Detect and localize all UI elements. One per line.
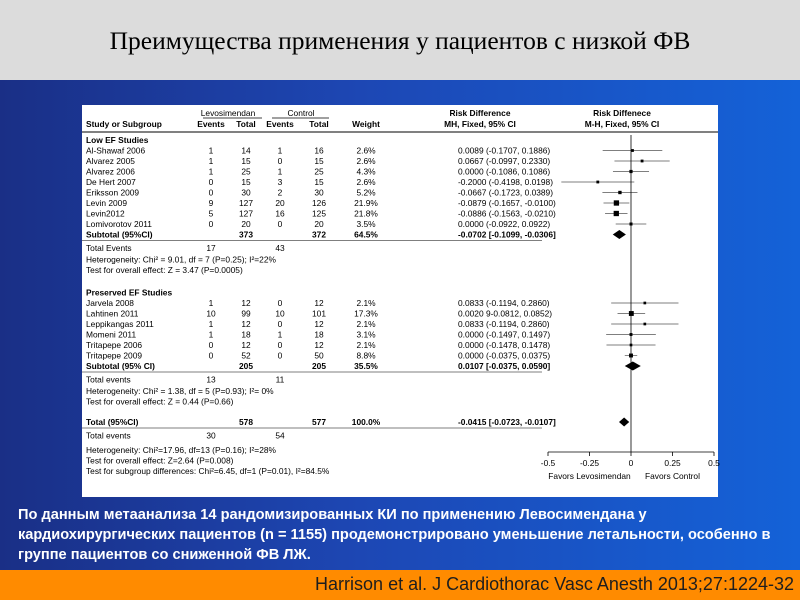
study-events-1: 0 (208, 219, 214, 229)
study-ci: 0.0020 9-0.0812, 0.0852) (458, 308, 553, 319)
study-events-1: 1 (208, 145, 214, 156)
total-total-1: 578 (239, 417, 253, 427)
study-events-1: 1 (208, 319, 214, 329)
subtotal-label: Subtotal (95%CI) (86, 229, 153, 240)
subtotal-total-1: 373 (239, 229, 253, 240)
total-weight: 100.0% (351, 417, 381, 427)
heterogeneity-text: Heterogeneity: Chi² = 1.38, df = 5 (P=0.93); I²= 0% (86, 386, 274, 396)
study-events-2: 1 (277, 329, 283, 340)
x-tick-label: -0.25 (579, 458, 600, 468)
study-total-1: 20 (241, 219, 251, 229)
study-total-1: 99 (241, 308, 251, 319)
study-name: Lahtinen 2011 (86, 308, 139, 319)
total-events-label: Total events (86, 430, 131, 441)
study-ci: 0.0000 (-0.1086, 0.1086) (458, 166, 551, 177)
study-ci: 0.0000 (-0.0922, 0.0922) (458, 219, 551, 229)
study-total-2: 25 (314, 166, 324, 177)
overall-effect-text: Test for overall effect: Z = 0.44 (P=0.66) (86, 396, 234, 407)
study-events-1: 9 (208, 198, 214, 208)
study-name: Levin 2009 (86, 198, 127, 208)
study-total-2: 18 (314, 329, 324, 340)
subgroup-label: Preserved EF Studies (86, 287, 173, 298)
subtotal-ci: 0.0107 [-0.0375, 0.0590] (458, 361, 551, 371)
footer-stat-line: Test for overall effect: Z=2.64 (P=0.008) (86, 455, 234, 466)
total-events-1: 17 (206, 243, 216, 253)
study-weight: 4.3% (356, 166, 376, 177)
subtotal-label: Subtotal (95% CI) (86, 361, 155, 371)
total-events-2: 11 (275, 374, 285, 385)
forest-plot (82, 105, 718, 497)
header-control: Control (287, 108, 315, 118)
study-total-2: 15 (314, 177, 324, 187)
study-weight: 5.2% (356, 187, 376, 198)
study-name: Alvarez 2005 (86, 156, 135, 166)
total-events-1: 13 (206, 374, 216, 385)
study-total-1: 14 (241, 145, 251, 156)
study-weight: 2.1% (356, 340, 376, 350)
study-events-1: 0 (208, 187, 214, 198)
study-weight: 2.6% (356, 145, 376, 156)
study-name: Tritapepe 2009 (86, 350, 143, 361)
study-events-2: 10 (275, 308, 285, 319)
favors-control-label: Favors Control (645, 471, 700, 481)
point-estimate (643, 302, 646, 305)
study-events-2: 1 (277, 166, 283, 177)
study-weight: 8.8% (356, 350, 376, 361)
footer-stat-line: Heterogeneity: Chi²=17.96, df=13 (P=0.16); I²=28% (86, 445, 276, 455)
study-total-1: 52 (241, 350, 251, 361)
study-events-2: 3 (277, 177, 283, 187)
subgroup-label: Low EF Studies (86, 135, 149, 145)
header-plot-title: Risk Diffenece (593, 108, 651, 118)
subtotal-total-1: 205 (239, 361, 253, 371)
study-ci: -0.2000 (-0.4198, 0.0198) (458, 177, 553, 187)
study-name: Leppikangas 2011 (86, 319, 154, 329)
footer-stat-line: Test for subgroup differences: Chi²=6.45, df=1 (P=0.01), I²=84.5% (86, 466, 330, 476)
study-total-2: 101 (312, 308, 326, 319)
overall-effect-text: Test for overall effect: Z = 3.47 (P=0.0005) (86, 265, 243, 275)
subtotal-weight: 35.5% (354, 361, 378, 371)
study-events-2: 0 (277, 340, 283, 350)
point-estimate (596, 181, 599, 184)
header-levosimendan: Levosimendan (200, 108, 256, 118)
study-ci: 0.0667 (-0.0997, 0.2330) (458, 156, 551, 166)
study-events-1: 10 (206, 308, 216, 319)
study-name: De Hert 2007 (86, 177, 136, 187)
study-weight: 2.6% (356, 177, 376, 187)
study-events-2: 0 (277, 156, 283, 166)
study-total-1: 12 (241, 319, 251, 329)
study-ci: 0.0000 (-0.1497, 0.1497) (458, 329, 551, 340)
study-ci: 0.0833 (-0.1194, 0.2860) (458, 298, 550, 308)
slide-title: Преимущества применения у пациентов с низкой ФВ (109, 26, 691, 55)
study-events-1: 0 (208, 350, 214, 361)
study-total-2: 12 (314, 319, 324, 329)
study-ci: -0.0667 (-0.1723, 0.0389) (458, 187, 553, 198)
study-weight: 2.1% (356, 319, 376, 329)
study-total-2: 15 (314, 156, 324, 166)
study-ci: -0.0886 (-0.1563, -0.0210) (458, 208, 556, 219)
total-events-2: 54 (275, 430, 285, 441)
header-total-1: Total (236, 119, 256, 129)
study-events-1: 5 (208, 208, 214, 219)
subtotal-weight: 64.5% (354, 229, 378, 240)
header-weight: Weight (352, 119, 380, 129)
study-events-2: 1 (277, 145, 283, 156)
total-events-2: 43 (275, 243, 285, 253)
study-events-1: 1 (208, 166, 214, 177)
total-events-1: 30 (206, 430, 216, 441)
header-study: Study or Subgroup (86, 119, 162, 129)
study-ci: 0.0833 (-0.1194, 0.2860) (458, 319, 550, 329)
x-tick-label: 0.25 (664, 458, 681, 468)
x-tick-label: -0.5 (540, 458, 556, 468)
header-plot-method: M-H, Fixed, 95% CI (584, 119, 660, 129)
study-ci: 0.0000 (-0.1478, 0.1478) (458, 340, 551, 350)
total-diamond (619, 418, 629, 427)
citation: Harrison et al. J Cardiothorac Vasc Anesth 2013;27:1224-32 (315, 574, 794, 594)
study-events-2: 16 (275, 208, 285, 219)
study-total-1: 127 (239, 208, 253, 219)
point-estimate (631, 149, 634, 152)
study-total-1: 25 (241, 166, 251, 177)
study-weight: 3.1% (356, 329, 376, 340)
total-ci: -0.0415 [-0.0723, -0.0107] (458, 417, 556, 427)
study-events-1: 0 (208, 177, 214, 187)
heterogeneity-text: Heterogeneity: Chi² = 9.01, df = 7 (P=0.25); I²=22% (86, 254, 276, 265)
header-events-1: Events (197, 119, 225, 129)
subtotal-ci: -0.0702 [-0.1099, -0.0306] (458, 229, 556, 240)
total-total-2: 577 (312, 417, 326, 427)
point-estimate (641, 160, 644, 163)
study-weight: 2.6% (356, 156, 376, 166)
header-rd-method: MH, Fixed, 95% CI (444, 119, 516, 129)
study-events-2: 0 (277, 219, 283, 229)
study-total-1: 12 (241, 340, 251, 350)
study-events-1: 1 (208, 329, 214, 340)
point-estimate (614, 211, 619, 216)
study-events-2: 0 (277, 319, 283, 329)
study-name: Al-Shawaf 2006 (86, 145, 146, 156)
study-name: Levin2012 (86, 208, 125, 219)
study-total-2: 12 (314, 340, 324, 350)
slide-caption: По данным метаанализа 14 рандомизированных КИ по применению Левосимендана у кардиохирургических пациентов (n = 1155) продемонстрировано уменьшение летальности, особенно в группе пациентов со сниженной ФВ ЛЖ. (18, 507, 771, 563)
study-name: Tritapepe 2006 (86, 340, 143, 350)
study-events-1: 0 (208, 340, 214, 350)
study-total-1: 15 (241, 177, 251, 187)
study-events-1: 1 (208, 298, 214, 308)
study-total-2: 30 (314, 187, 324, 198)
study-ci: -0.0879 (-0.1657, -0.0100) (458, 198, 556, 208)
x-tick-label: 0.5 (708, 458, 720, 468)
study-name: Alvarez 2006 (86, 166, 135, 177)
header-total-2: Total (309, 119, 329, 129)
point-estimate (614, 200, 619, 205)
favors-levosimendan-label: Favors Levosimendan (548, 471, 631, 481)
total-events-label: Total events (86, 374, 131, 385)
study-name: Lomivorotov 2011 (86, 219, 152, 229)
study-total-2: 125 (312, 208, 326, 219)
study-weight: 3.5% (356, 219, 376, 229)
study-name: Jarvela 2008 (86, 298, 134, 308)
study-total-2: 20 (314, 219, 324, 229)
study-name: Eriksson 2009 (86, 187, 140, 198)
point-estimate (618, 191, 621, 194)
point-estimate (643, 323, 646, 326)
study-ci: 0.0089 (-0.1707, 0.1886) (458, 145, 551, 156)
study-total-1: 18 (241, 329, 251, 340)
study-total-2: 16 (314, 145, 324, 156)
x-tick-label: 0 (628, 458, 634, 468)
subtotal-diamond (625, 362, 641, 371)
study-ci: 0.0000 (-0.0375, 0.0375) (458, 350, 551, 361)
study-events-2: 0 (277, 298, 283, 308)
study-weight: 17.3% (354, 308, 378, 319)
total-events-label: Total Events (86, 243, 132, 253)
study-weight: 2.1% (356, 298, 376, 308)
total-label: Total (95%CI) (86, 417, 139, 427)
study-total-2: 126 (312, 198, 326, 208)
header-events-2: Events (266, 119, 294, 129)
subtotal-diamond (613, 230, 626, 239)
subtotal-total-2: 205 (312, 361, 326, 371)
study-weight: 21.8% (354, 208, 378, 219)
header-rd-title: Risk Difference (449, 108, 511, 118)
study-total-1: 30 (241, 187, 251, 198)
subtotal-total-2: 372 (312, 229, 326, 240)
study-name: Momeni 2011 (86, 329, 137, 340)
study-events-2: 0 (277, 350, 283, 361)
study-weight: 21.9% (354, 198, 378, 208)
study-total-1: 15 (241, 156, 251, 166)
study-total-2: 50 (314, 350, 324, 361)
study-total-1: 12 (241, 298, 251, 308)
study-total-2: 12 (314, 298, 324, 308)
study-events-2: 20 (275, 198, 285, 208)
study-events-1: 1 (208, 156, 214, 166)
study-events-2: 2 (277, 187, 283, 198)
study-total-1: 127 (239, 198, 253, 208)
